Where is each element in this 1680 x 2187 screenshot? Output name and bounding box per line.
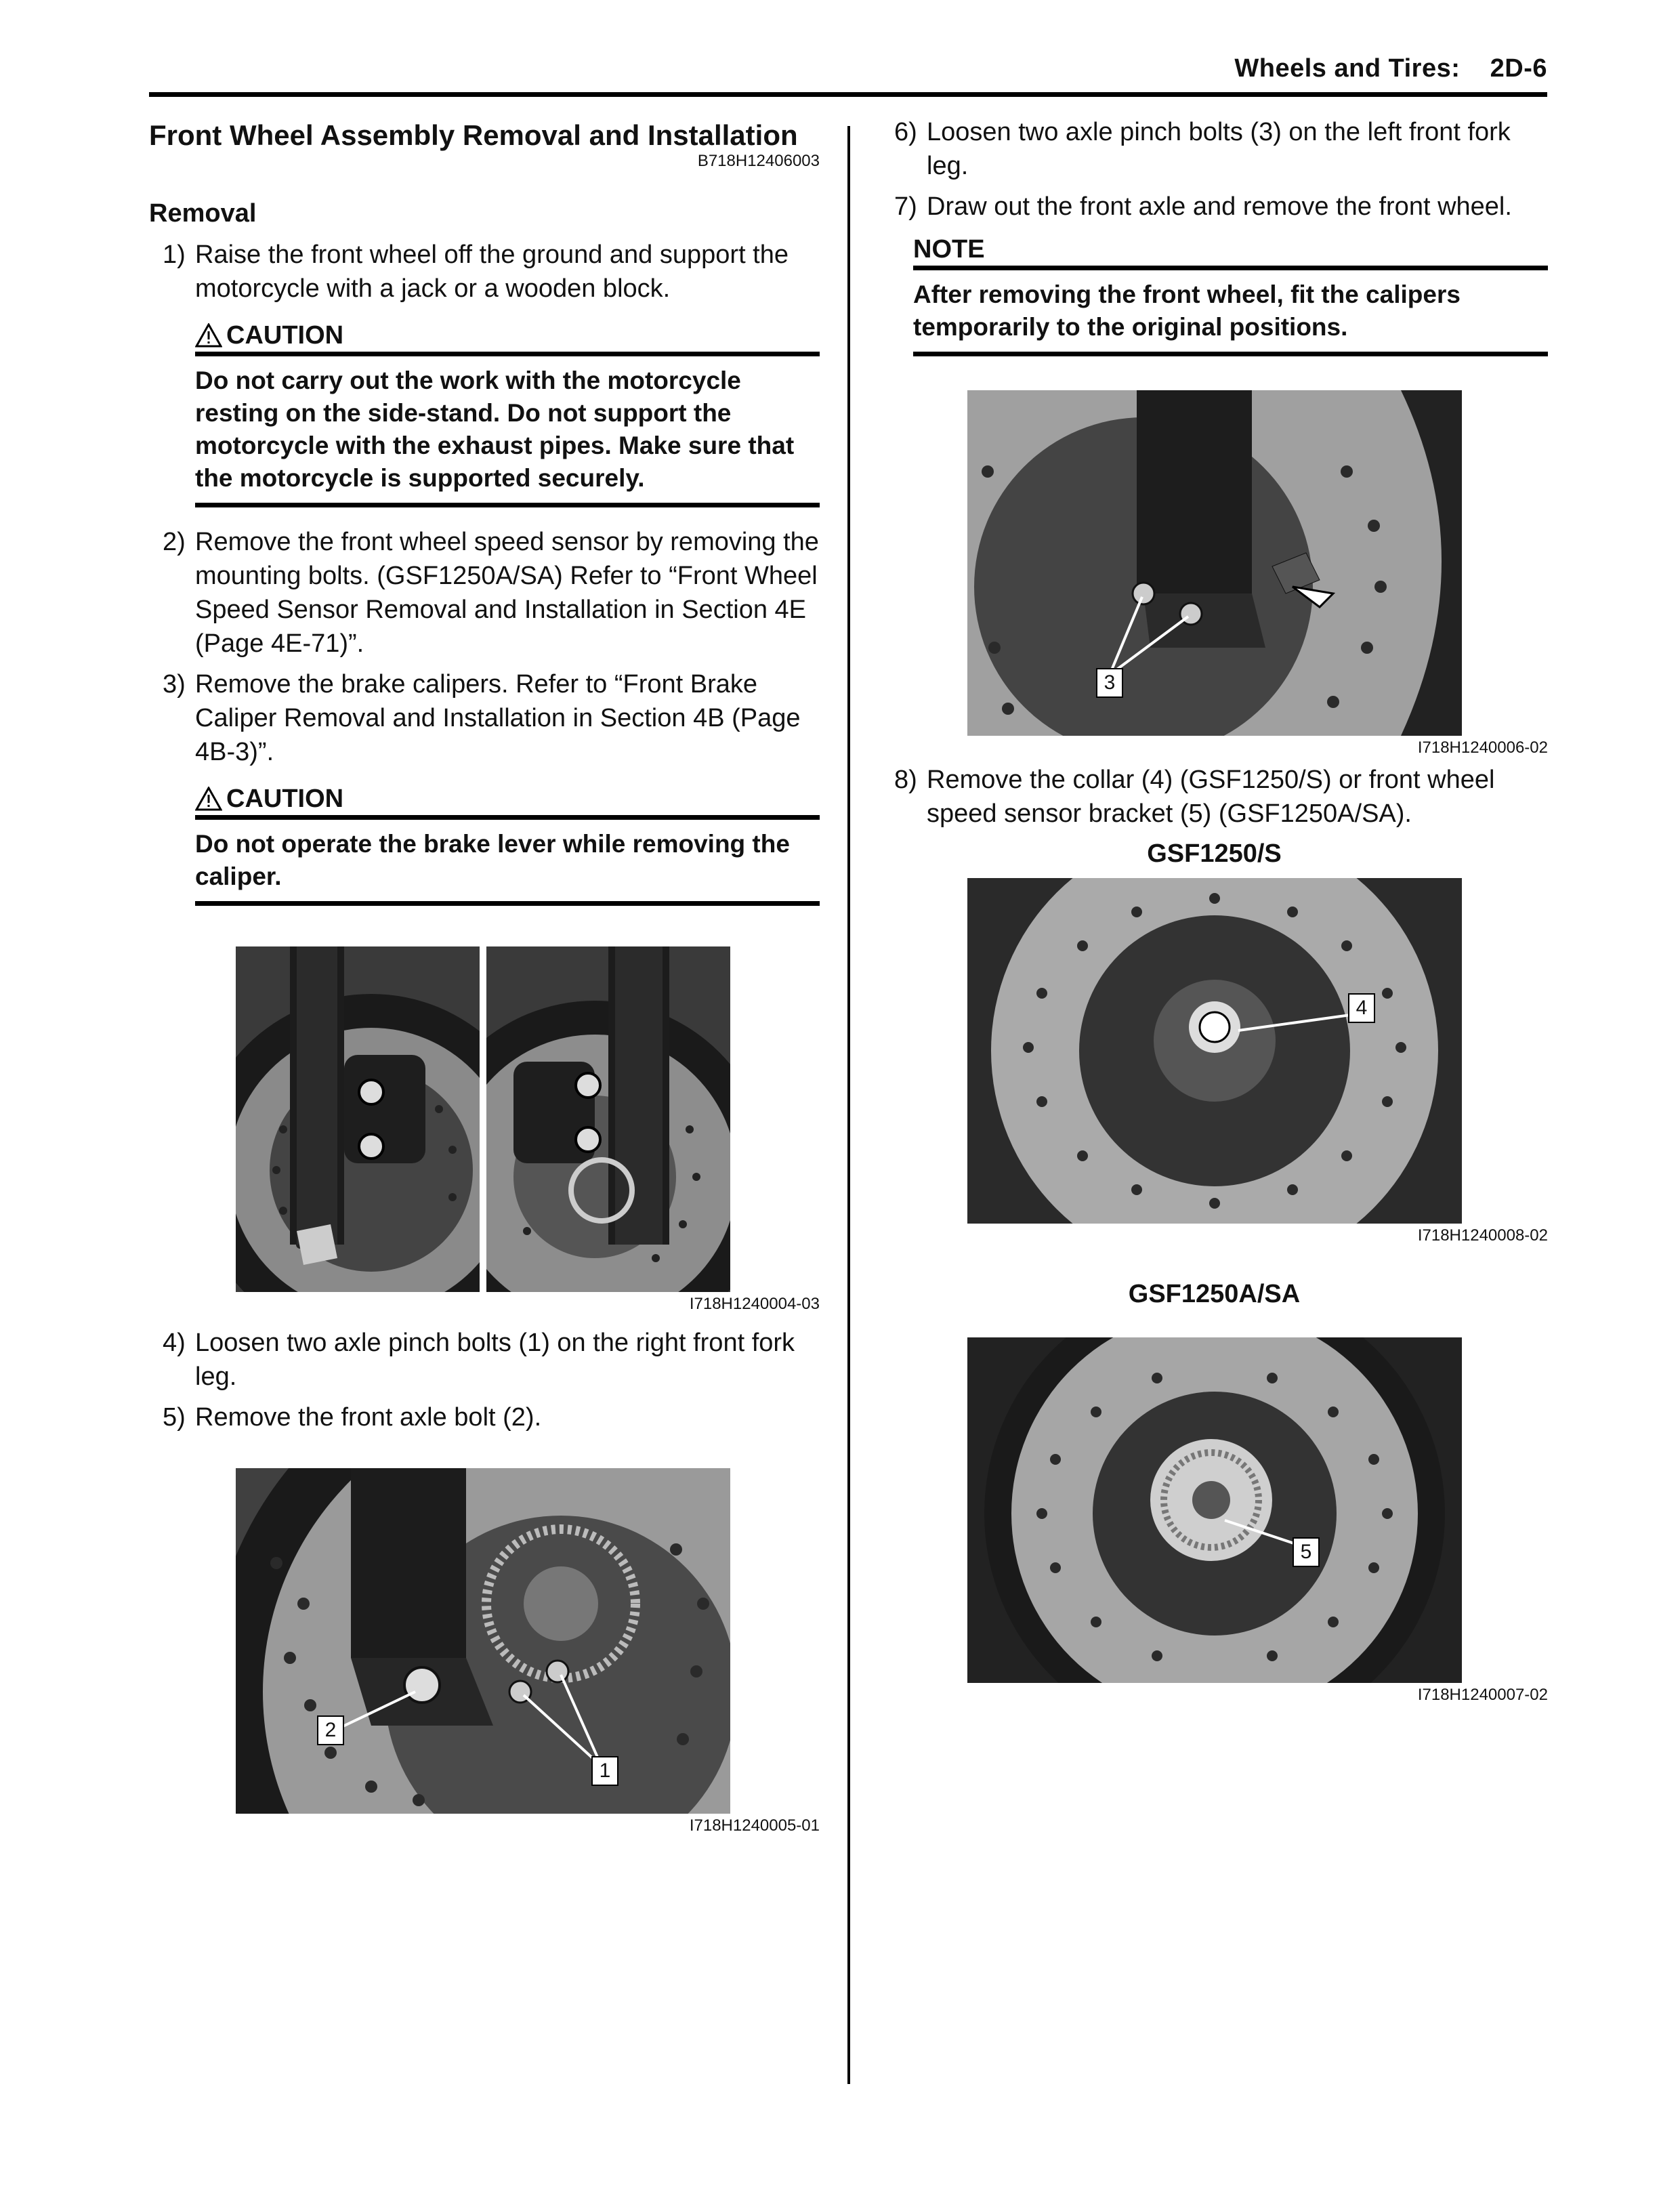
column-divider <box>847 126 850 2084</box>
photo-right-caliper <box>236 946 480 1292</box>
callout-label: 1 <box>591 1756 618 1786</box>
step-4: 4) Loosen two axle pinch bolts (1) on the right front fork leg. <box>163 1329 795 1391</box>
step-5: 5) Remove the front axle bolt (2). <box>163 1403 542 1432</box>
figure-code: I718H1240007-02 <box>1417 1686 1548 1704</box>
caution-label: CAUTION <box>226 785 344 813</box>
page-header: Wheels and Tires: 2D-6 <box>1234 54 1547 83</box>
caution-label: CAUTION <box>226 321 344 350</box>
step-2: 2) Remove the front wheel speed sensor by removing the mounting bolts. (GSF1250A/SA) Refer to “Front Wheel Speed Sensor Removal and Installation in Section 4E (Page 4E-71)”. <box>163 528 819 658</box>
figure-code: I718H1240008-02 <box>1417 1226 1548 1245</box>
callout-label: 3 <box>1096 668 1123 698</box>
caution-text: Do not operate the brake lever while removing the caliper. <box>195 830 790 890</box>
callout-label: 2 <box>317 1715 344 1745</box>
figure-left-pinch-bolts <box>881 390 1548 763</box>
right-column <box>881 115 1548 1717</box>
figure-code: I718H1240005-01 <box>689 1816 820 1835</box>
step-7: 7) Draw out the front axle and remove the front wheel. <box>894 192 1512 221</box>
figure-caliper-bolts <box>149 946 820 1320</box>
step-6: 6) Loosen two axle pinch bolts (3) on the left front fork leg. <box>894 118 1511 180</box>
figure-sensor-bracket <box>881 1337 1548 1717</box>
figure-title: GSF1250/S <box>1147 839 1282 868</box>
photo-sensor-bracket <box>967 1337 1462 1683</box>
caution-box-2 <box>195 783 820 906</box>
caution-text: Do not carry out the work with the motorcycle resting on the side-stand. Do not support the motorcycle with the exhaust pipes. Make sure that the motorcycle is supported securely. <box>195 367 795 492</box>
step-3: 3) Remove the brake calipers. Refer to “Front Brake Caliper Removal and Installation in Section 4B (Page 4B-3)”. <box>163 670 801 766</box>
step-8: 8) Remove the collar (4) (GSF1250/S) or front wheel speed sensor bracket (5) (GSF1250A/SA). <box>894 766 1495 828</box>
note-label: NOTE <box>913 235 985 264</box>
removal-heading: Removal <box>149 199 257 228</box>
header-rule <box>149 92 1547 97</box>
figure-title: GSF1250A/SA <box>1128 1280 1301 1308</box>
figure-code: I718H1240004-03 <box>689 1295 820 1313</box>
warning-icon <box>195 323 222 348</box>
caution-box-1 <box>195 319 820 507</box>
callout-label: 5 <box>1293 1537 1320 1567</box>
figure-collar <box>881 878 1548 1257</box>
figure-axle-bolts <box>149 1468 820 1848</box>
left-column <box>149 115 820 1848</box>
note-text: After removing the front wheel, fit the calipers temporarily to the original positions. <box>913 280 1461 341</box>
photo-left-pinch-bolts <box>967 390 1462 736</box>
step-1: 1) Raise the front wheel off the ground and support the motorcycle with a jack or a wooden block. <box>163 241 789 303</box>
photo-left-caliper <box>486 946 730 1292</box>
figure-code: I718H1240006-02 <box>1417 738 1548 757</box>
photo-collar <box>967 878 1462 1224</box>
note-box <box>913 233 1548 356</box>
photo-axle-bolt <box>236 1468 730 1814</box>
warning-icon <box>195 787 222 811</box>
section-code: B718H12406003 <box>697 152 820 170</box>
section-title: Front Wheel Assembly Removal and Installation <box>149 119 798 151</box>
callout-label: 4 <box>1348 993 1375 1023</box>
